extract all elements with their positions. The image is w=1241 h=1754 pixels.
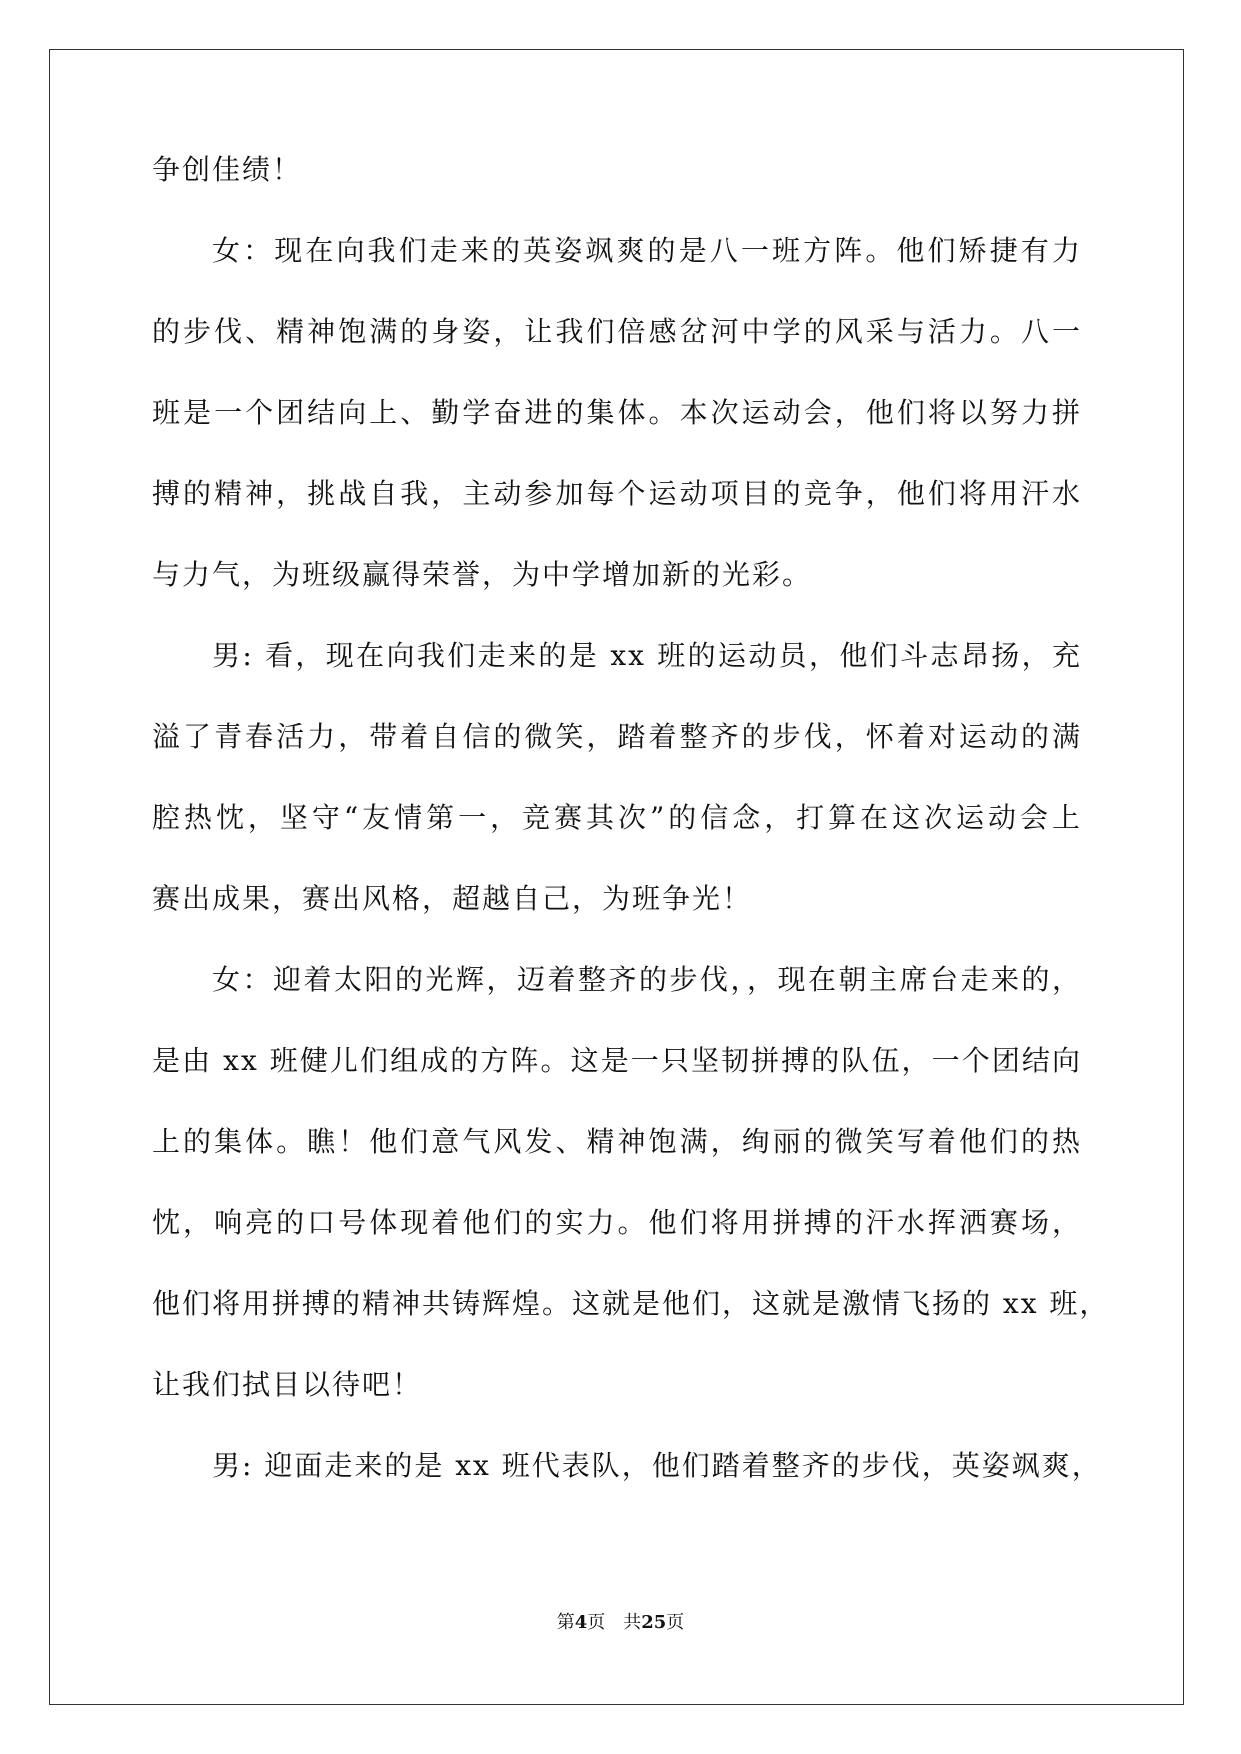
text-line: 赛出成果，赛出风格，超越自己，为班争光！	[152, 882, 753, 915]
text-line: 忱，响亮的口号体现着他们的实力。他们将用拼搏的汗水挥洒赛场，	[152, 1206, 1082, 1239]
page-footer	[0, 1608, 1241, 1634]
text-line: 男: 看，现在向我们走来的是 xx 班的运动员，他们斗志昂扬，充	[212, 639, 1082, 672]
page-suffix: 页	[587, 1612, 606, 1633]
total-prefix: 共	[623, 1612, 642, 1633]
document-body	[152, 150, 1110, 1527]
text-line: 他们将用拼搏的精神共铸辉煌。这就是他们，这就是激情飞扬的 xx 班，	[152, 1287, 1110, 1320]
text-line: 是由 xx 班健儿们组成的方阵。这是一只坚韧拼搏的队伍，一个团结向	[152, 1044, 1082, 1077]
text-line: 搏的精神，挑战自我，主动参加每个运动项目的竞争，他们将用汗水	[152, 477, 1082, 510]
text-line: 与力气，为班级赢得荣誉，为中学增加新的光彩。	[152, 558, 813, 591]
text-line: 溢了青春活力，带着自信的微笑，踏着整齐的步伐，怀着对运动的满	[152, 720, 1082, 753]
text-line: 男: 迎面走来的是 xx 班代表队，他们踏着整齐的步伐，英姿飒爽，	[212, 1449, 1102, 1482]
total-pages: 25	[641, 1612, 667, 1633]
text-line: 让我们拭目以待吧！	[152, 1368, 423, 1401]
text-line: 班是一个团结向上、勤学奋进的集体。本次运动会，他们将以努力拼	[152, 396, 1082, 429]
text-line: 女：现在向我们走来的英姿飒爽的是八一班方阵。他们矫捷有力	[212, 234, 1082, 267]
page-number: 4	[574, 1612, 588, 1633]
page-prefix: 第	[556, 1612, 575, 1633]
text-line: 的步伐、精神饱满的身姿，让我们倍感岔河中学的风采与活力。八一	[152, 315, 1082, 348]
text-line: 争创佳绩！	[152, 153, 303, 186]
text-line: 上的集体。瞧！他们意气风发、精神饱满，绚丽的微笑写着他们的热	[152, 1125, 1082, 1158]
text-line: 女：迎着太阳的光辉，迈着整齐的步伐，，现在朝主席台走来的，	[212, 963, 1082, 996]
text-line: 腔热忱，坚守“友情第一，竞赛其次”的信念，打算在这次运动会上	[152, 801, 1082, 834]
total-suffix: 页	[666, 1612, 685, 1633]
